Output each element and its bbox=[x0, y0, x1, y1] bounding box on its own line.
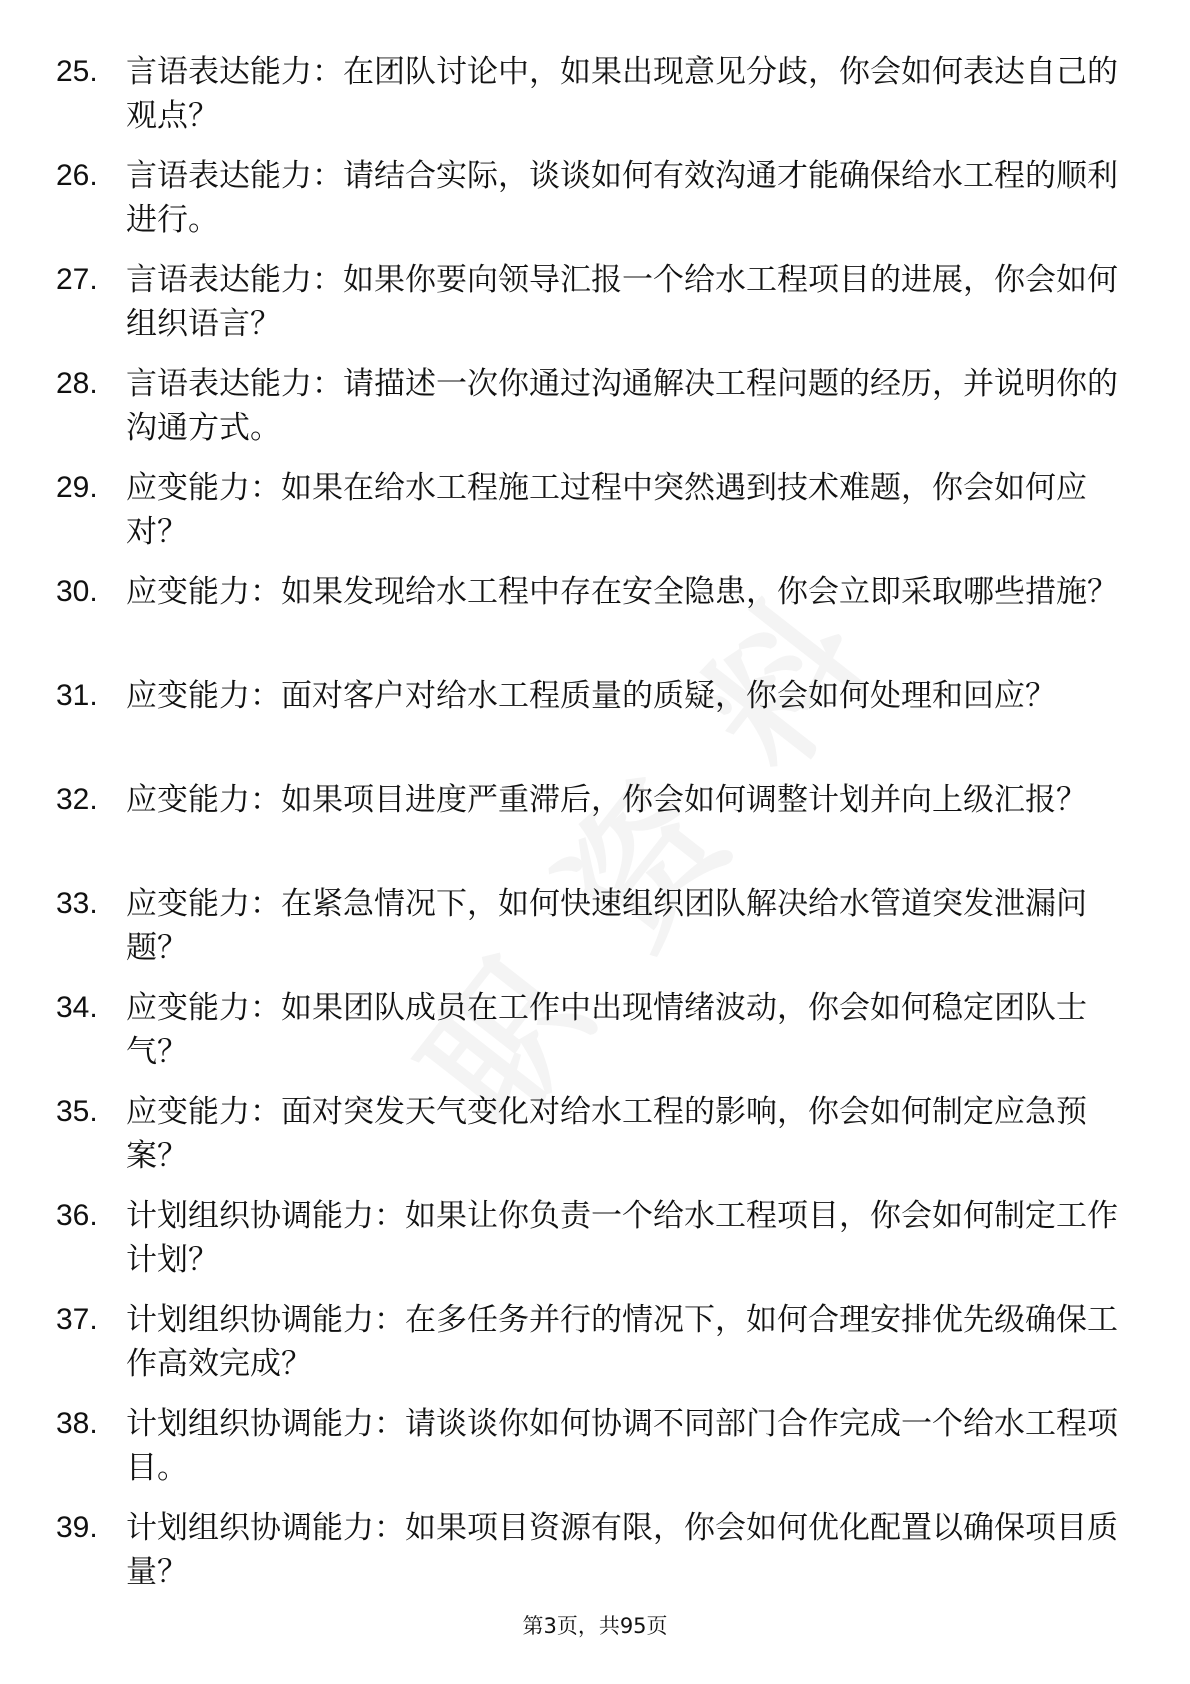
question-item bbox=[56, 258, 1136, 346]
question-text: 应变能力：如果发现给水工程中存在安全隐患，你会立即采取哪些措施？ bbox=[126, 574, 1118, 610]
question-text: 计划组织协调能力：请谈谈你如何协调不同部门合作完成一个给水工程项目。 bbox=[126, 1406, 1118, 1486]
question-number: 37. bbox=[56, 1303, 98, 1336]
question-number: 36. bbox=[56, 1199, 98, 1232]
question-number: 32. bbox=[56, 783, 98, 816]
question-number: 25. bbox=[56, 55, 98, 88]
question-number: 26. bbox=[56, 159, 98, 192]
question-list bbox=[56, 50, 1136, 1610]
question-number: 34. bbox=[56, 991, 98, 1024]
question-text: 计划组织协调能力：在多任务并行的情况下，如何合理安排优先级确保工作高效完成？ bbox=[126, 1302, 1118, 1382]
question-number: 38. bbox=[56, 1407, 98, 1440]
question-text: 言语表达能力：如果你要向领导汇报一个给水工程项目的进展，你会如何组织语言？ bbox=[126, 262, 1118, 342]
question-text: 言语表达能力：在团队讨论中，如果出现意见分歧，你会如何表达自己的观点？ bbox=[126, 54, 1118, 134]
question-item bbox=[56, 882, 1136, 970]
question-number: 28. bbox=[56, 367, 98, 400]
question-text: 应变能力：如果团队成员在工作中出现情绪波动，你会如何稳定团队士气？ bbox=[126, 990, 1087, 1070]
question-item bbox=[56, 50, 1136, 138]
question-number: 35. bbox=[56, 1095, 98, 1128]
question-item bbox=[56, 362, 1136, 450]
question-number: 27. bbox=[56, 263, 98, 296]
question-item bbox=[56, 570, 1136, 658]
question-text: 言语表达能力：请结合实际，谈谈如何有效沟通才能确保给水工程的顺利进行。 bbox=[126, 158, 1118, 238]
question-text: 应变能力：如果项目进度严重滞后，你会如何调整计划并向上级汇报？ bbox=[126, 782, 1087, 818]
question-number: 33. bbox=[56, 887, 98, 920]
question-text: 应变能力：面对客户对给水工程质量的质疑，你会如何处理和回应？ bbox=[126, 678, 1056, 714]
question-item bbox=[56, 778, 1136, 866]
question-text: 应变能力：在紧急情况下，如何快速组织团队解决给水管道突发泄漏问题？ bbox=[126, 886, 1087, 966]
question-item bbox=[56, 154, 1136, 242]
question-number: 30. bbox=[56, 575, 98, 608]
question-number: 29. bbox=[56, 471, 98, 504]
question-text: 应变能力：面对突发天气变化对给水工程的影响，你会如何制定应急预案？ bbox=[126, 1094, 1087, 1174]
question-item bbox=[56, 1090, 1136, 1178]
question-number: 39. bbox=[56, 1511, 98, 1544]
question-text: 应变能力：如果在给水工程施工过程中突然遇到技术难题，你会如何应对？ bbox=[126, 470, 1087, 550]
question-item bbox=[56, 466, 1136, 554]
question-item bbox=[56, 1402, 1136, 1490]
page-footer: 第3页，共95页 bbox=[522, 1614, 668, 1638]
question-text: 言语表达能力：请描述一次你通过沟通解决工程问题的经历，并说明你的沟通方式。 bbox=[126, 366, 1118, 446]
question-number: 31. bbox=[56, 679, 98, 712]
question-text: 计划组织协调能力：如果让你负责一个给水工程项目，你会如何制定工作计划？ bbox=[126, 1198, 1118, 1278]
question-item bbox=[56, 1506, 1136, 1594]
question-item bbox=[56, 674, 1136, 762]
question-text: 计划组织协调能力：如果项目资源有限，你会如何优化配置以确保项目质量？ bbox=[126, 1510, 1118, 1590]
question-item bbox=[56, 986, 1136, 1074]
question-item bbox=[56, 1194, 1136, 1282]
question-item bbox=[56, 1298, 1136, 1386]
